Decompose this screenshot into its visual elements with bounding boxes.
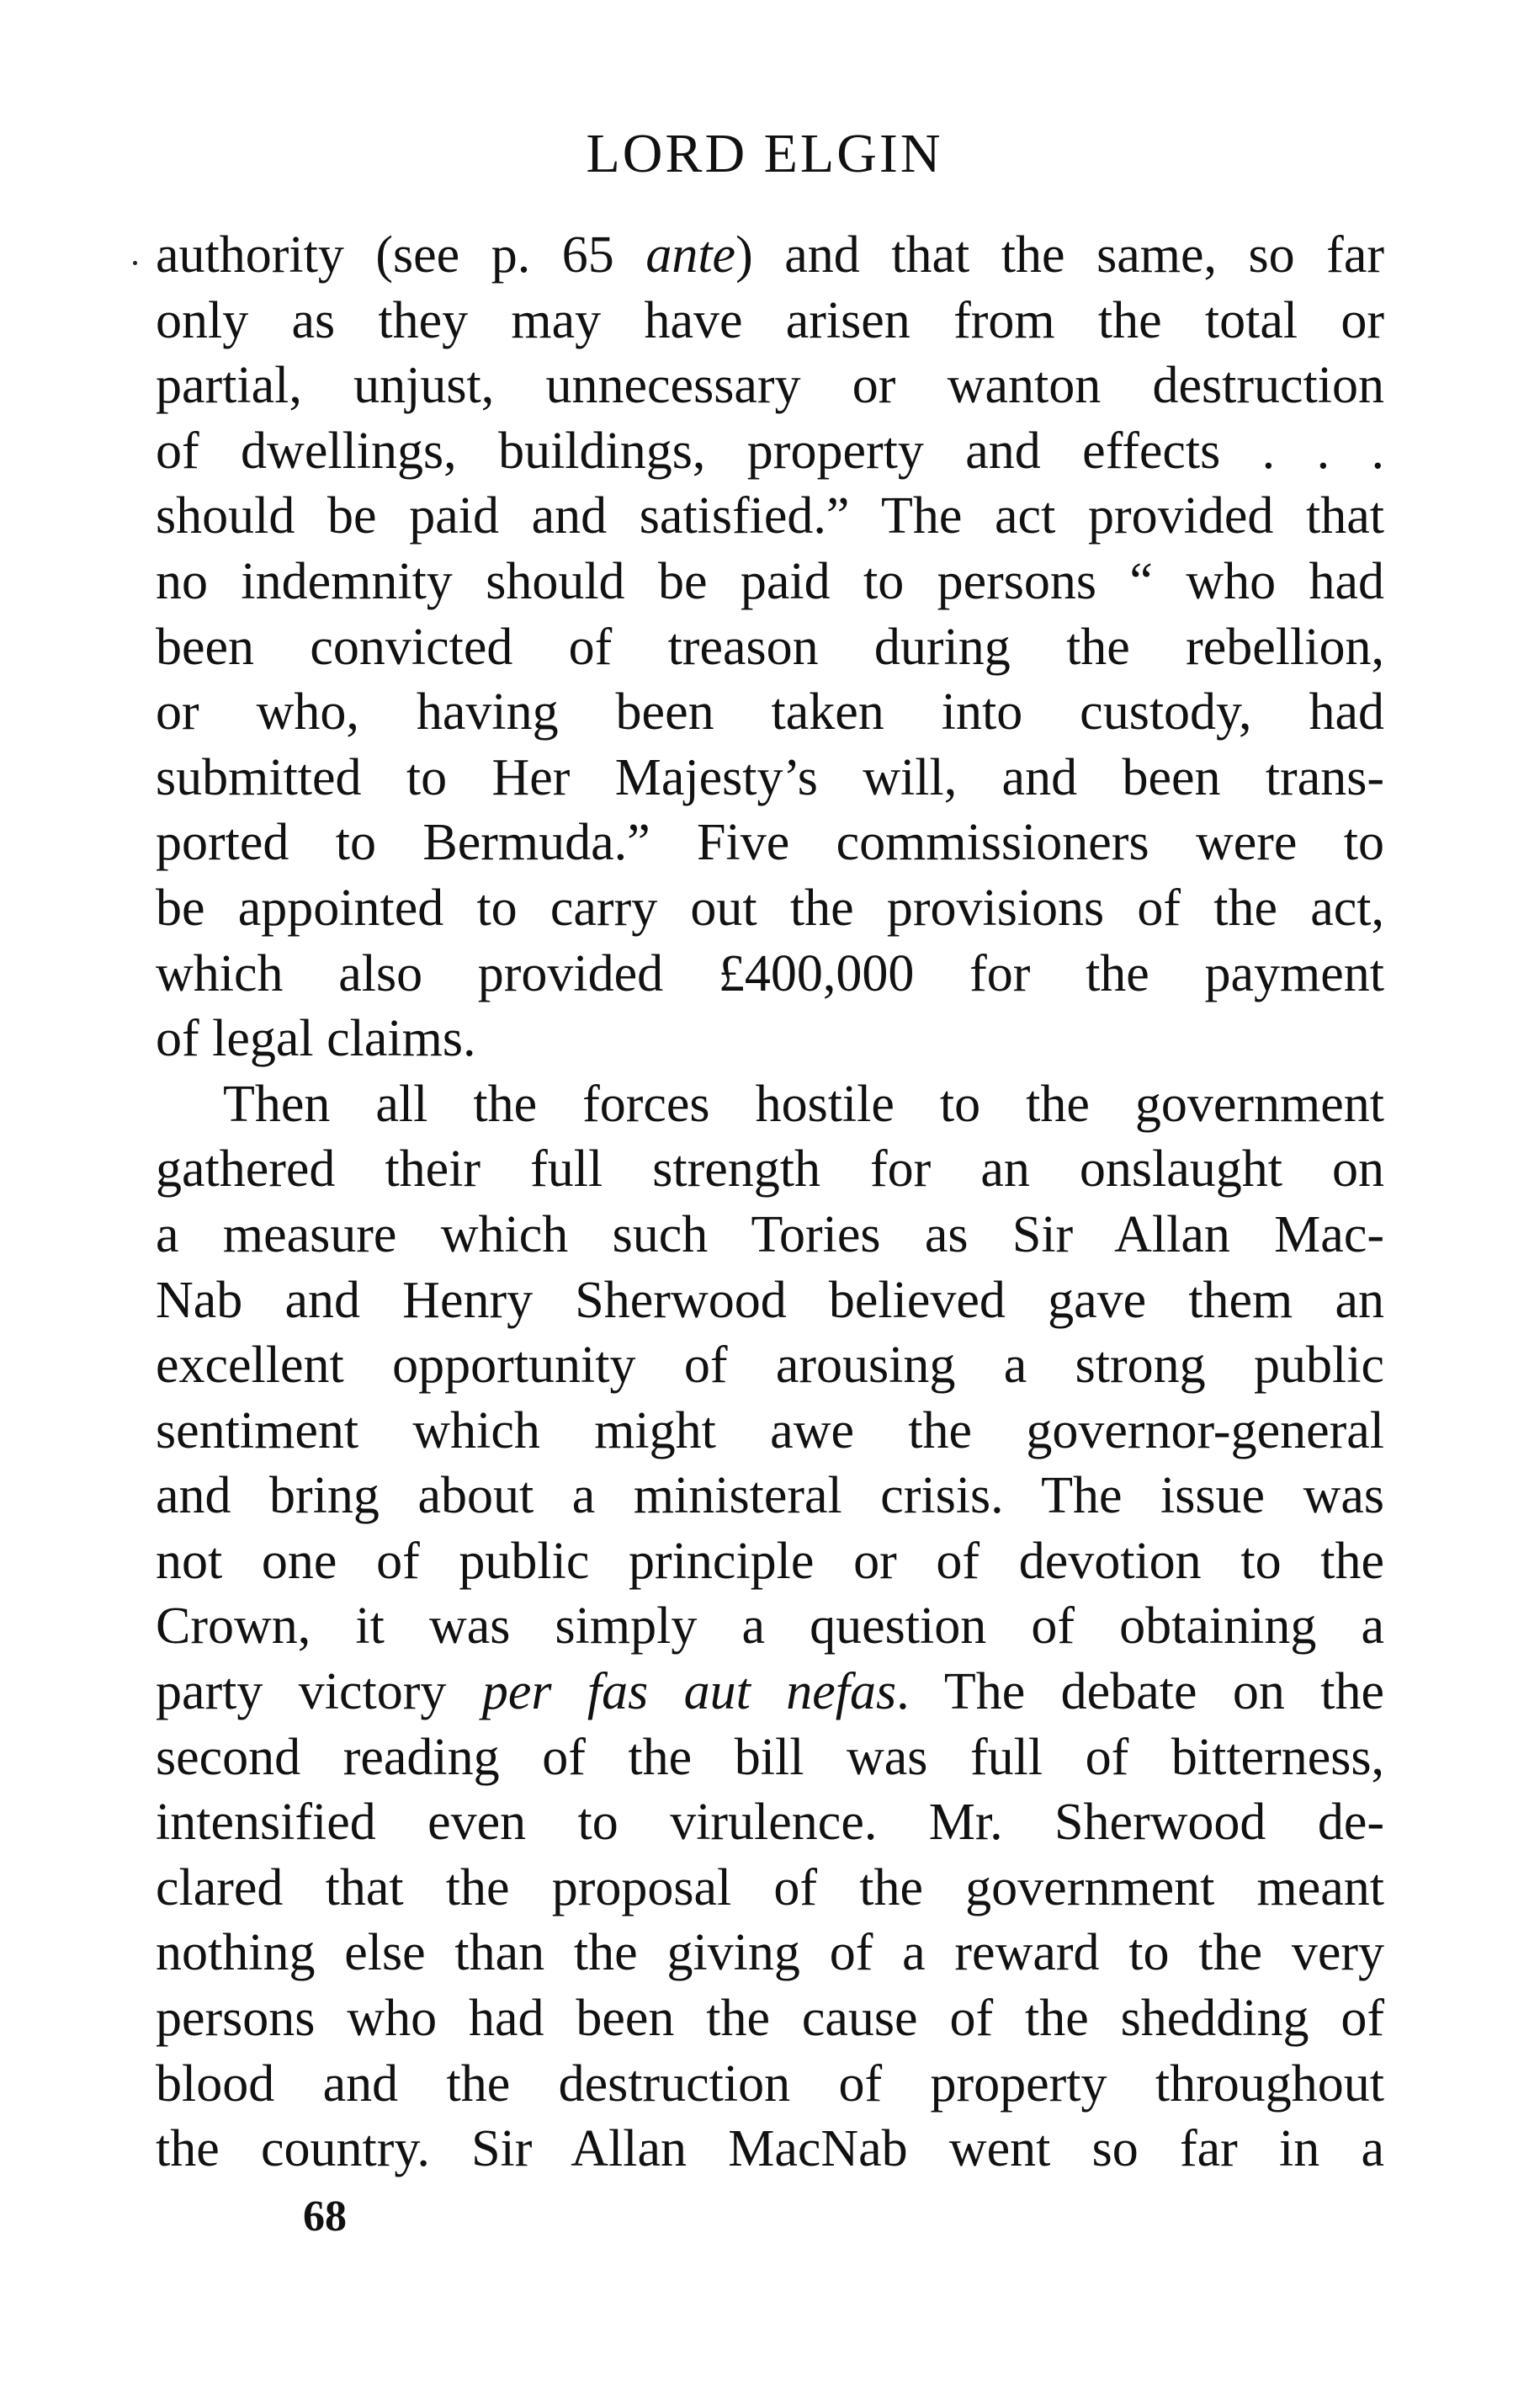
text-line: authority (see p. 65 ante) and that the same, so far [156,226,1384,284]
text-line: only as they may have arisen from the total or [156,291,1384,349]
paragraph-2 [156,1072,1384,2182]
page-number: 68 [303,2193,347,2241]
text-line: no indemnity should be paid to persons “ who had [156,552,1384,610]
text-line: be appointed to carry out the provisions of the act, [156,879,1384,937]
text-line: clared that the proposal of the government meant [156,1858,1384,1916]
text-line: Nab and Henry Sherwood believed gave them an [156,1271,1384,1329]
margin-mark [133,261,137,265]
text-line: a measure which such Tories as Sir Allan Mac- [156,1205,1384,1263]
running-head: LORD ELGIN [586,123,943,184]
body-text [156,223,1384,2182]
text-line: the country. Sir Allan MacNab went so far in a [156,2120,1384,2178]
text-line: Crown, it was simply a question of obtaining a [156,1597,1384,1656]
text-line: partial, unjust, unnecessary or wanton destruction [156,357,1384,415]
text-line: or who, having been taken into custody, had [156,683,1384,742]
text-line: submitted to Her Majesty’s will, and been trans- [156,748,1384,806]
text-line: and bring about a ministeral crisis. The issue was [156,1467,1384,1525]
text-line: not one of public principle or of devotion to the [156,1532,1384,1590]
text-line: which also provided £400,000 for the payment [156,944,1384,1002]
text-line: intensified even to virulence. Mr. Sherwood de- [156,1794,1384,1852]
text-line: of dwellings, buildings, property and effects . . . [156,422,1384,480]
text-line: should be paid and satisfied.” The act provided that [156,487,1384,545]
text-line: sentiment which might awe the governor-general [156,1401,1384,1459]
text-line: nothing else than the giving of a reward to the very [156,1924,1384,1982]
paragraph-1 [156,223,1384,1072]
text-line: persons who had been the cause of the shedding of [156,1990,1384,2048]
text-line: second reading of the bill was full of bitterness, [156,1728,1384,1786]
text-line: party victory per fas aut nefas. The debate on the [156,1663,1384,1721]
text-line: been convicted of treason during the rebellion, [156,618,1384,676]
text-line: of legal claims. [156,1010,476,1068]
text-line: Then all the forces hostile to the government [223,1075,1384,1133]
text-line: blood and the destruction of property throughout [156,2055,1384,2113]
text-line: excellent opportunity of arousing a strong public [156,1337,1384,1395]
text-line: gathered their full strength for an onslaught on [156,1140,1384,1199]
text-line: ported to Bermuda.” Five commissioners were to [156,814,1384,872]
